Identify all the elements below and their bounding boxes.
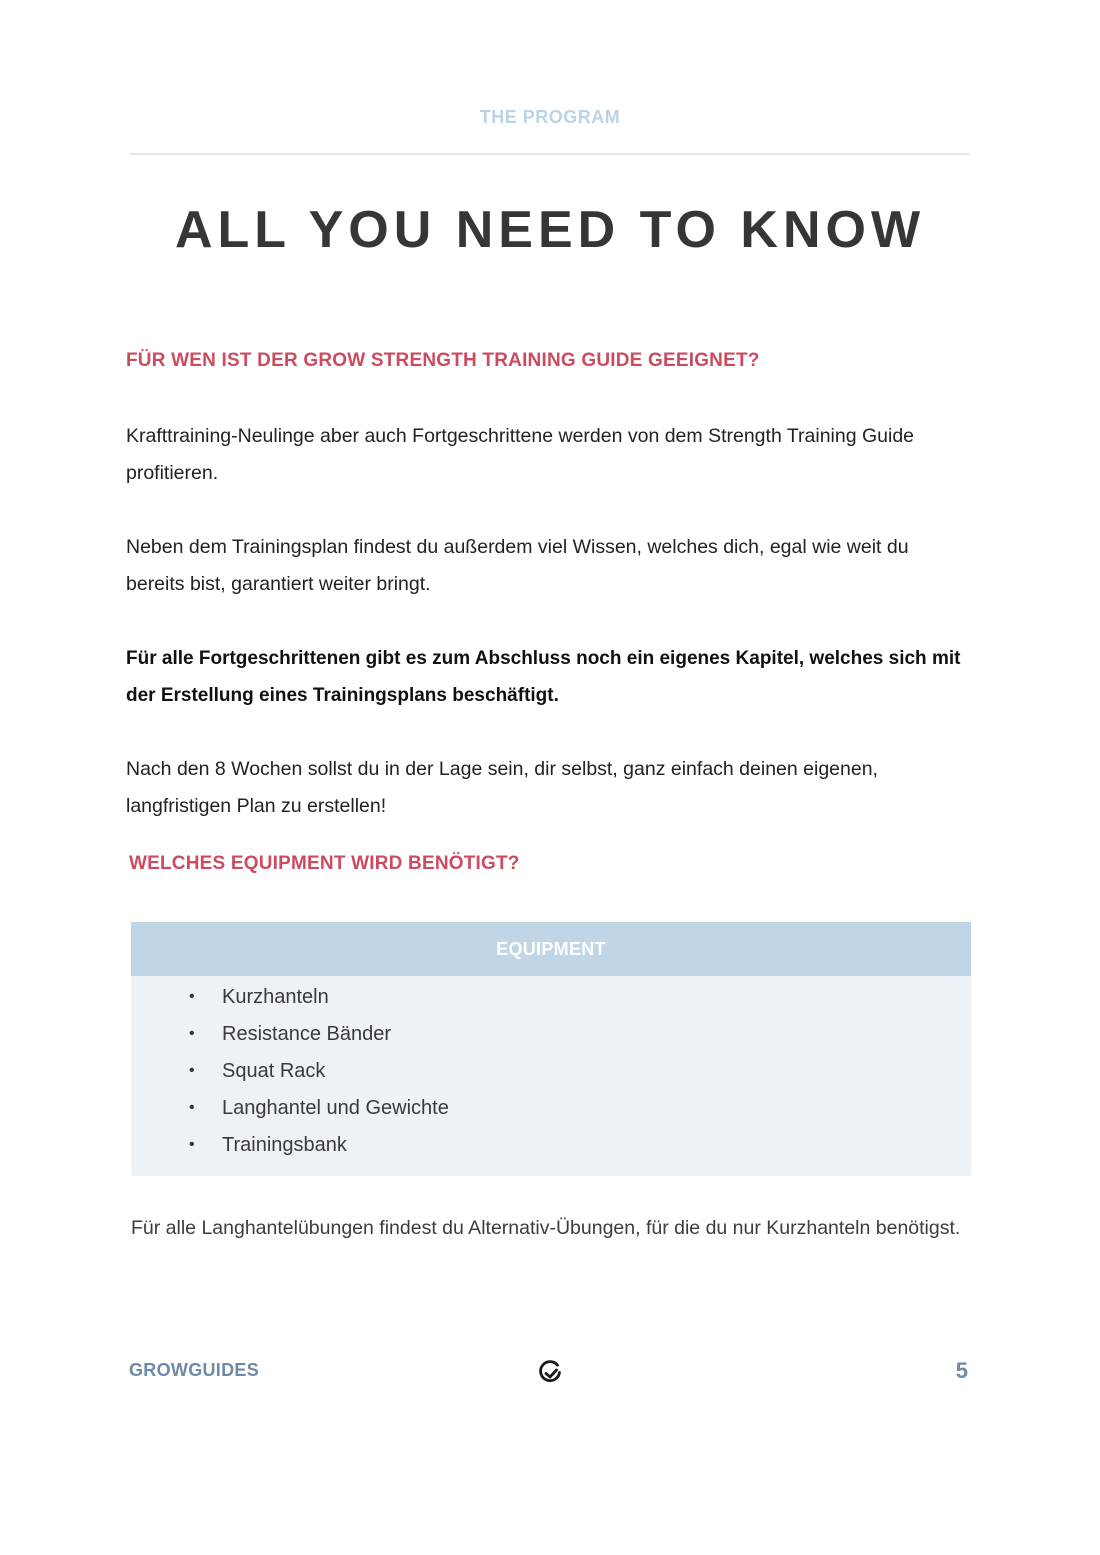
paragraph-1: Krafttraining-Neulinge aber auch Fortgeschrittene werden von dem Strength Training Guide profitieren.: [126, 425, 915, 484]
bullet-icon: •: [189, 1136, 195, 1153]
paragraph-2: Neben dem Trainingsplan findest du außerdem viel Wissen, welches dich, egal wie weit du bereits bist, garantiert weiter bringt.: [126, 536, 909, 595]
list-item: [131, 1056, 971, 1093]
header-divider: [130, 153, 970, 155]
bullet-icon: •: [189, 1099, 195, 1116]
equipment-item-label: Kurzhanteln: [222, 986, 329, 1008]
equipment-note: Für alle Langhantelübungen findest du Alternativ-Übungen, für die du nur Kurzhanteln benötigst.: [131, 1217, 961, 1239]
equipment-list: [131, 976, 971, 1167]
equipment-table-header: EQUIPMENT: [131, 922, 971, 976]
page-number: 5: [955, 1358, 968, 1383]
list-item: [131, 1093, 971, 1130]
growguides-logo-icon: [537, 1359, 563, 1385]
equipment-item-label: Resistance Bänder: [222, 1023, 391, 1045]
paragraph-3-bold: Für alle Fortgeschrittenen gibt es zum Abschluss noch ein eigenes Kapitel, welches sich mit der Erstellung eines Trainingsplans beschäftigt.: [126, 648, 961, 706]
bullet-icon: •: [189, 1062, 195, 1079]
list-item: [131, 982, 971, 1019]
equipment-item-label: Trainingsbank: [222, 1134, 347, 1156]
page-title: ALL YOU NEED TO KNOW: [174, 201, 926, 259]
bullet-icon: •: [189, 988, 195, 1005]
footer-brand: GROWGUIDES: [129, 1360, 260, 1380]
equipment-table: [131, 922, 971, 1176]
paragraph-4: Nach den 8 Wochen sollst du in der Lage sein, dir selbst, ganz einfach deinen eigenen, langfristigen Plan zu erstellen!: [126, 758, 878, 817]
list-item: [131, 1019, 971, 1056]
list-item: [131, 1130, 971, 1167]
equipment-item-label: Squat Rack: [222, 1060, 326, 1082]
equipment-item-label: Langhantel und Gewichte: [222, 1097, 449, 1119]
bullet-icon: •: [189, 1025, 195, 1042]
heading-equipment: WELCHES EQUIPMENT WIRD BENÖTIGT?: [129, 853, 520, 874]
heading-target-audience: FÜR WEN IST DER GROW STRENGTH TRAINING GUIDE GEEIGNET?: [126, 350, 760, 371]
section-label: THE PROGRAM: [479, 107, 621, 127]
